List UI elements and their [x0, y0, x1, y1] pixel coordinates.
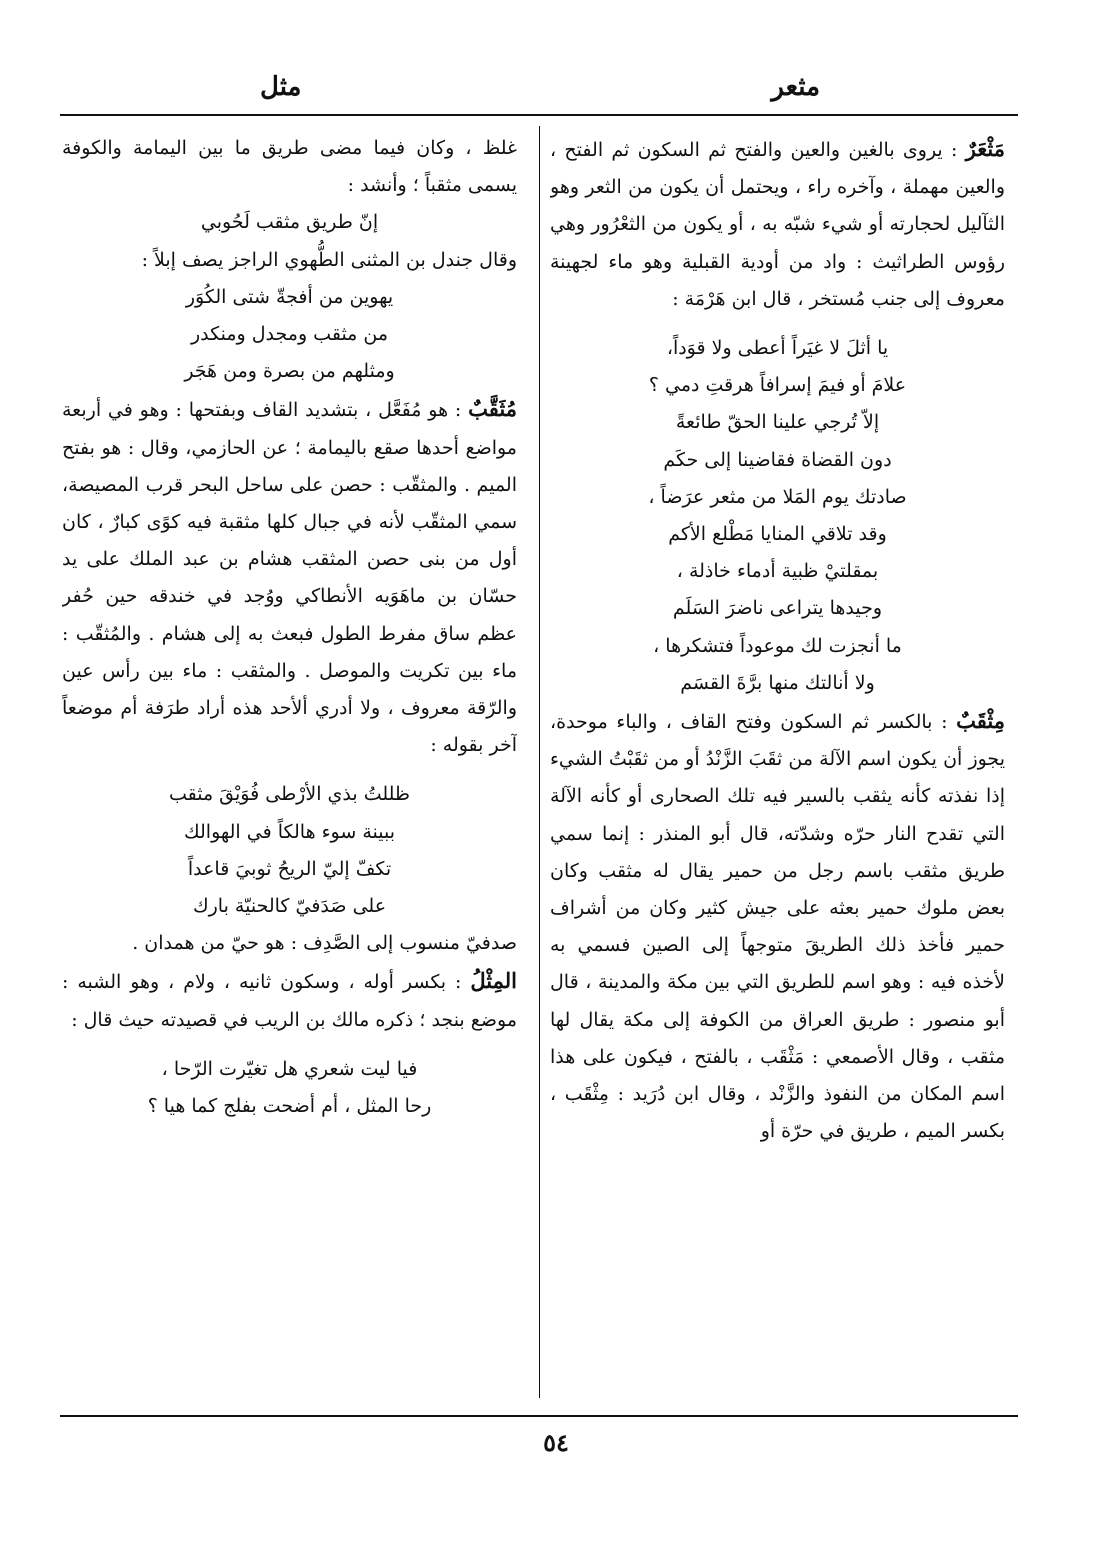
verse-line: رحا المثل ، أم أضحت بفلج كما هيا ؟	[147, 1095, 432, 1118]
verse-line: علامَ أو فيمَ إسرافاً هرقتِ دمي ؟	[648, 374, 907, 397]
verse-line: ما أنجزت لك موعوداً فتشكرها ،	[653, 634, 902, 657]
headword: المِثْلُ	[470, 968, 517, 994]
left-column	[62, 130, 517, 1400]
verse-line: يا أثلَ لا غيَراً أعطى ولا قوَداً،	[666, 337, 889, 360]
continuation-paragraph: غلظ ، وكان فيما مضى طريق ما بين اليمامة والكوفة يسمى مثقباً ؛ وأنشد :	[62, 137, 517, 197]
top-rule	[60, 114, 1018, 116]
entry-mithqab	[550, 702, 1005, 1150]
verse-line: فيا ليت شعري هل تغيّرت الرّحا ،	[161, 1057, 418, 1080]
page-number: ٥٤	[543, 1428, 569, 1457]
entry-text: : يروى بالغين والعين والفتح ثم السكون ثم الفتح ، والعين مهملة ، وآخره راء ، ويحتمل أن يكون من الثعر وهو الثآليل لحجارته أو شيء شبّه به ، أو يكون من الثعْرُور وهي رؤوس الطراثيث : واد من أودية القبلية وهو ماء لجهينة معروف إلى جنب مُستخر ، قال ابن هَرْمَة :	[550, 139, 1005, 310]
column-separator	[539, 126, 540, 1398]
verse-line: ولا أنالتك منها برَّةَ القسَم	[680, 671, 875, 694]
verse-line: إلاّ تُرجي علينا الحقّ طائعةً	[675, 411, 880, 434]
verse-line: إنّ طريق مثقب لَحُوبي	[200, 211, 379, 234]
verse-line: ظللتُ بذي الأرْطى فُوَيْقَ مثقب	[168, 783, 411, 806]
verse-line: ببينة سوء هالكاً في الهوالك	[183, 820, 396, 843]
poem-jandal	[62, 279, 517, 391]
verse-line: بمقلتيْ ظبية أدماء خاذلة ،	[676, 560, 879, 583]
entry-text: : هو مُفَعَّل ، بتشديد القاف وبفتحها : وهو في أربعة مواضع أحدها صقع باليمامة ؛ عن الحازمي، وقال : هو بفتح الميم . والمثقّب : حصن على ساحل البحر قرب المصيصة، سمي المثقّب لأنه في جبال كلها مثقبة فيه كوًى كبارٌ ، كان أول من بنى حصن المثقب هشام بن عبد الملك على يد حسّان بن ماهَوَيه الأنطاكي ووُجد في خندقه حين حُفر عظم ساق مفرط الطول فبعث به إلى هشام . والمُثقّب : ماء بين تكريت والموصل . والمثقب : ماء بين رأس عين والرّقة معروف ، ولا أدري ألأحد هذه أراد طرَفة أم موضعاً آخر بقوله :	[62, 399, 517, 757]
poem-malik	[62, 1051, 517, 1125]
note-paragraph: صدفيّ منسوب إلى الصَّدِف : هو حيّ من همدان .	[132, 932, 517, 955]
verse-line: يهوين من أفجةّ شتى الكُوَر	[185, 285, 394, 308]
header-left-word: مثل	[260, 72, 302, 102]
verse-line: وقد تلاقي المنايا مَطْلع الأكم	[668, 523, 887, 546]
verse-line: تكفّ إليّ الريحُ ثوبيَ قاعداً	[187, 857, 392, 880]
headword: مَثْعَرٌ	[965, 136, 1005, 161]
entry-text: : بالكسر ثم السكون وفتح القاف ، والباء موحدة، يجوز أن يكون اسم الآلة من ثقَبَ الزَّنْدُ أو من ثقَبْتُ الشيء إذا نفذته كأنه يثقب بالسير فيه تلك الصحارى أو كأنه الآلة التي تقدح النار حرّه وشدّته، قال أبو المنذر : إنما سمي طريق مثقب باسم رجل من حمير يقال له مثقب وكان بعض ملوك حمير بعثه على جيش كثير وكان من أشراف حمير فأخذ ذلك الطريقَ متوجهاً إلى الصين فسمي به لأخذه فيه : وهو اسم للطريق التي بين مكة والمدينة ، قال أبو منصور : طريق العراق من الكوفة إلى مكة يقال لها مثقب ، وقال الأصمعي : مَثْقَب ، بالفتح ، فيكون على هذا اسم المكان من النفوذ والزَّنْد ، وقال ابن دُرَيد : مِثْقَب ، بكسر الميم ، طريق في حرّة أو	[550, 711, 1005, 1143]
poem-tarafa	[62, 776, 517, 925]
verse-line: من مثقب ومجدل ومنكدر	[190, 323, 389, 346]
verse-line: ومثلهم من بصرة ومن هَجَر	[184, 360, 395, 383]
verse-line: صادتك يوم المَلا من مثعر عرَضاً ،	[648, 485, 907, 508]
attribution-paragraph: وقال جندل بن المثنى الطُّهوي الراجز يصف إبلاً :	[141, 248, 517, 271]
verse-line: دون القضاة فقاضينا إلى حكَم	[663, 448, 892, 471]
verse-line: وجيدها يتراعى ناضرَ السَلَم	[672, 597, 883, 620]
entry-mathar	[550, 130, 1005, 318]
headword: مِثْقَبٌ	[956, 708, 1005, 734]
page-header	[60, 64, 1020, 110]
headword: مُثَقَّبٌ	[468, 396, 517, 422]
entry-muthaqqab	[62, 390, 517, 764]
entry-text: : بكسر أوله ، وسكون ثانيه ، ولام ، وهو الشبه : موضع بنجد ؛ ذكره مالك بن الريب في قصيدته حيث قال :	[62, 971, 517, 1031]
header-right-word: مثعر	[771, 72, 820, 102]
bottom-rule	[60, 1415, 1018, 1417]
entry-al-mithl	[62, 962, 517, 1038]
poem-ibn-harma	[550, 330, 1005, 702]
verse-line: على صَدَفيّ كالحنيّة بارك	[192, 895, 387, 918]
right-column	[550, 130, 1005, 1400]
